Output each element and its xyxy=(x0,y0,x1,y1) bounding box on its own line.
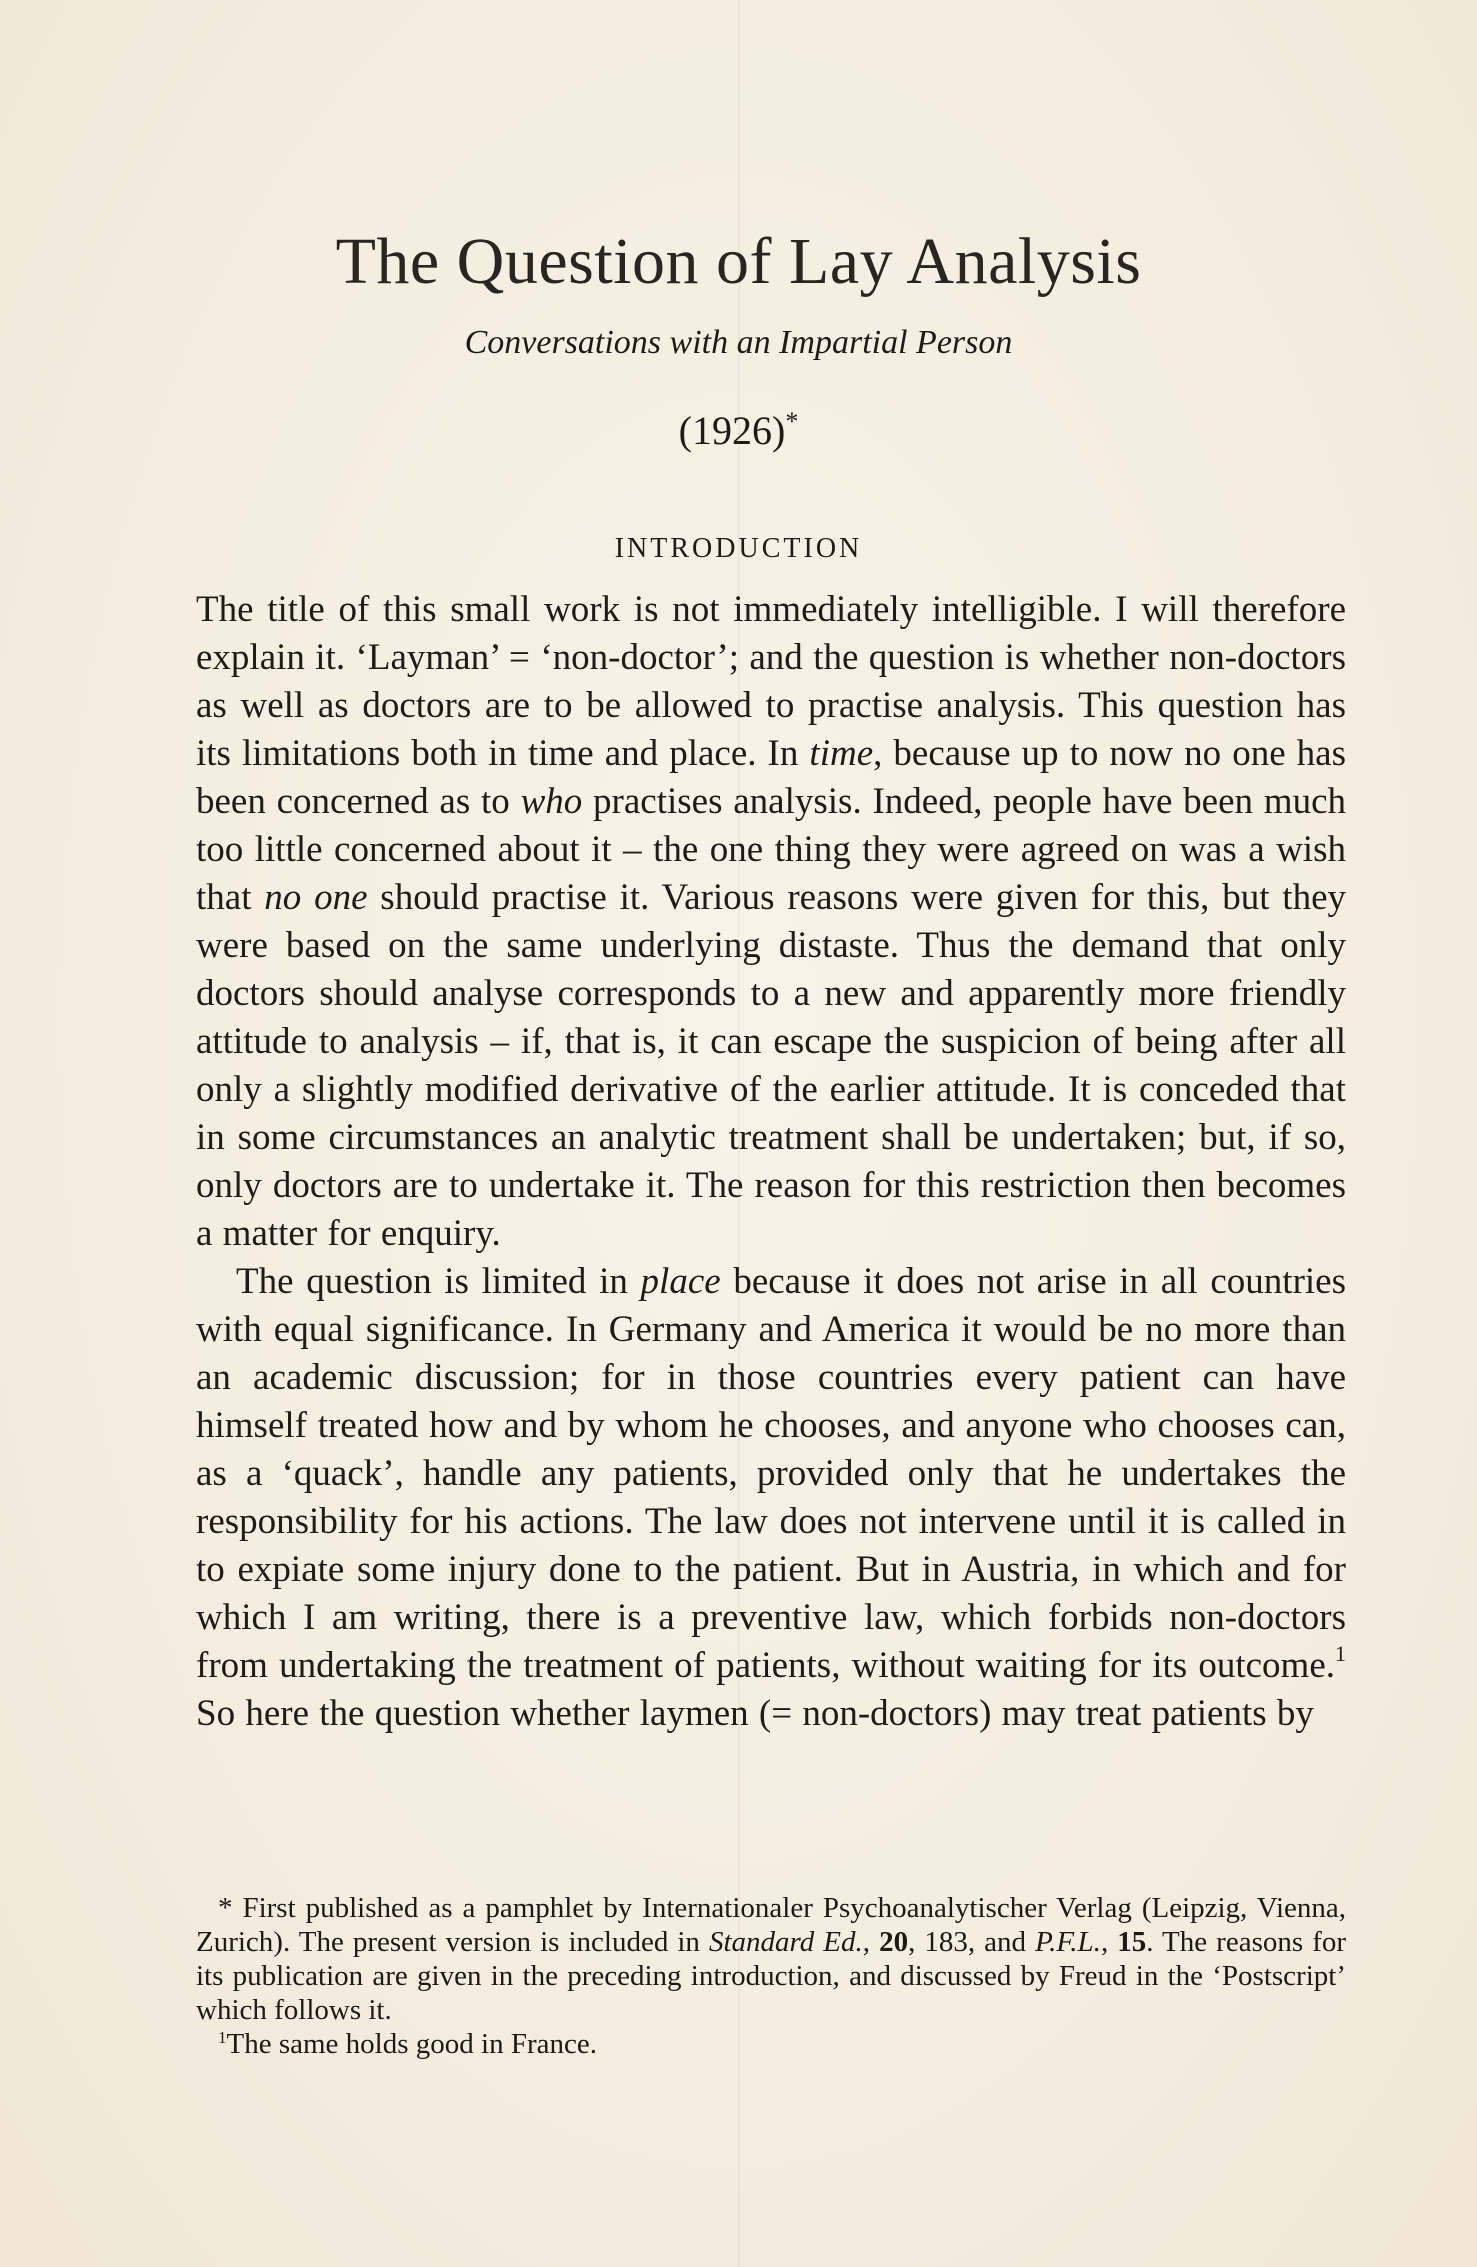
text-run: The title of this small work is not immediately intelligible. I will therefore explain it. ‘Layman’ = ‘non-doctor’; and the question is whether non-doctors as well as doctors are to be allowed to practise analysis. This question has its limitations both in time and place. In xyxy=(196,589,1346,774)
text-run: P.F.L. xyxy=(1035,1926,1101,1958)
text-run: , 183, and xyxy=(908,1926,1036,1958)
text-run: , xyxy=(862,1926,880,1958)
text-run: should practise it. Various reasons were given for this, but they were based on the same underlying distaste. Thus the demand that only doctors should analyse corresponds to a new and apparently more friendly attitude to analysis – if, that is, it can escape the suspicion of being after all only a slightly modified derivative of the earlier attitude. It is conceded that in some circumstances an analytic treatment shall be undertaken; but, if so, only doctors are to undertake it. The reason for this restriction then becomes a matter for enquiry. xyxy=(196,877,1346,1254)
footnote xyxy=(196,2027,1346,2061)
text-run: practises analysis. Indeed, people have been much too little concerned about it – the one thing they were agreed on was a wish that xyxy=(196,781,1346,918)
text-run: place xyxy=(640,1261,721,1302)
text-run: , because up to now no one has been concerned as to xyxy=(196,733,1346,822)
text-run: time xyxy=(809,733,874,774)
text-run: who xyxy=(520,781,583,822)
text-run: * First published as a pamphlet by Internationaler Psychoanalytischer Verlag (Leipzig, Vienna, Zurich). The present version is included in xyxy=(196,1892,1346,1958)
publication-date xyxy=(0,398,1477,455)
footnote-marker: 1 xyxy=(1335,1641,1346,1666)
footnotes xyxy=(196,1891,1346,2061)
text-run: The question is limited in xyxy=(236,1261,641,1302)
page-title: The Question of Lay Analysis xyxy=(335,225,1142,298)
body-text xyxy=(196,586,1346,1738)
text-run: , xyxy=(1100,1926,1118,1958)
footnote-marker: 1 xyxy=(218,2028,227,2047)
date-text: (1926) xyxy=(678,408,786,453)
text-run: 15 xyxy=(1117,1926,1147,1958)
body-paragraph xyxy=(196,1258,1346,1738)
date-footnote-marker: * xyxy=(785,407,799,436)
text-run: The same holds good in France. xyxy=(226,2028,597,2060)
body-paragraph xyxy=(196,586,1346,1258)
text-run: So here the question whether laymen (= non-doctors) may treat patients by xyxy=(196,1693,1314,1734)
footnote xyxy=(196,1891,1346,2027)
text-run: 20 xyxy=(879,1926,909,1958)
page-subtitle: Conversations with an Impartial Person xyxy=(464,324,1013,361)
text-run: Standard Ed. xyxy=(708,1926,863,1958)
text-run: because it does not arise in all countries with equal significance. In Germany and America it would be no more than an academic discussion; for in those countries every patient can have himself treated how and by whom he chooses, and anyone who chooses can, as a ‘quack’, handle any patients, provided only that he undertakes the responsibility for his actions. The law does not intervene until it is called in to expiate some injury done to the patient. But in Austria, in which and for which I am writing, there is a preventive law, which forbids non-doctors from undertaking the treatment of patients, without waiting for its outcome. xyxy=(196,1261,1347,1686)
text-run: . The reasons for its publication are given in the preceding introduction, and discussed by Freud in the ‘Postscript’ which follows it. xyxy=(196,1926,1347,2026)
text-run: no one xyxy=(264,877,368,918)
section-heading: INTRODUCTION xyxy=(614,533,863,564)
